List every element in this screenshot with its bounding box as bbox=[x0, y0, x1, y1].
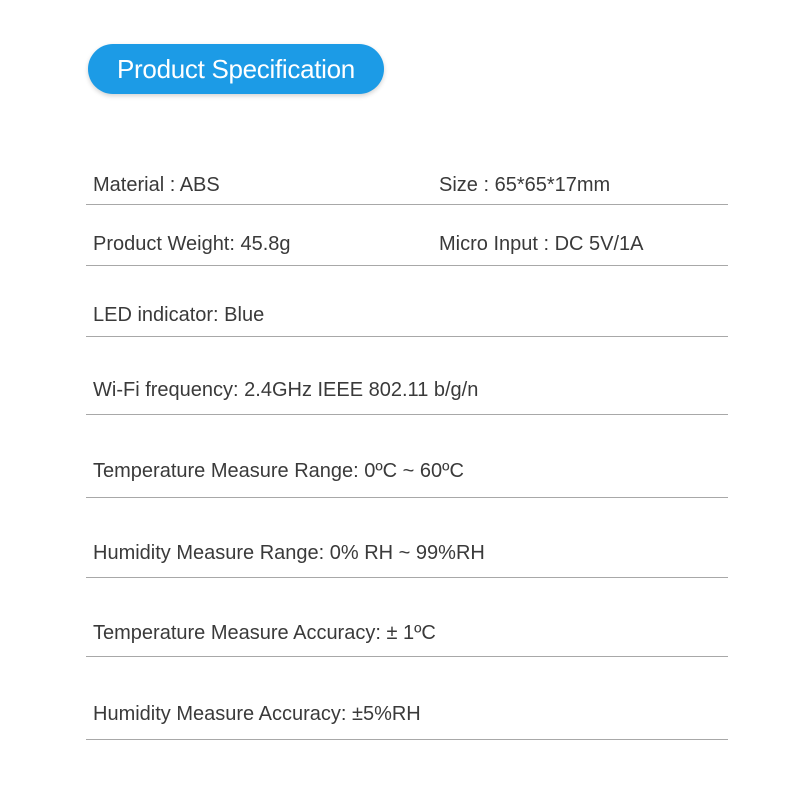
spec-led-indicator: LED indicator: Blue bbox=[93, 304, 265, 326]
spec-row-temp-accuracy bbox=[86, 577, 728, 657]
page-title bbox=[88, 44, 384, 94]
spec-row-weight-input bbox=[86, 204, 728, 266]
spec-humidity-accuracy: Humidity Measure Accuracy: ±5%RH bbox=[93, 703, 421, 725]
page-title-text: Product Specification bbox=[117, 53, 355, 84]
spec-weight: Product Weight: 45.8g bbox=[93, 233, 291, 255]
spec-row-led bbox=[86, 265, 728, 337]
spec-size: Size : 65*65*17mm bbox=[439, 174, 611, 196]
spec-humidity-range: Humidity Measure Range: 0% RH ~ 99%RH bbox=[93, 542, 485, 564]
spec-row-humidity-accuracy bbox=[86, 656, 728, 740]
spec-micro-input: Micro Input : DC 5V/1A bbox=[439, 233, 644, 255]
spec-wifi-frequency: Wi-Fi frequency: 2.4GHz IEEE 802.11 b/g/n bbox=[93, 379, 479, 401]
spec-row-humidity-range bbox=[86, 497, 728, 578]
spec-row-wifi bbox=[86, 336, 728, 415]
spec-temperature-accuracy: Temperature Measure Accuracy: ± 1ºC bbox=[93, 622, 436, 644]
spec-material: Material : ABS bbox=[93, 174, 220, 196]
spec-temperature-range: Temperature Measure Range: 0ºC ~ 60ºC bbox=[93, 460, 464, 482]
spec-row-temp-range bbox=[86, 414, 728, 498]
spec-row-material-size bbox=[86, 166, 728, 205]
